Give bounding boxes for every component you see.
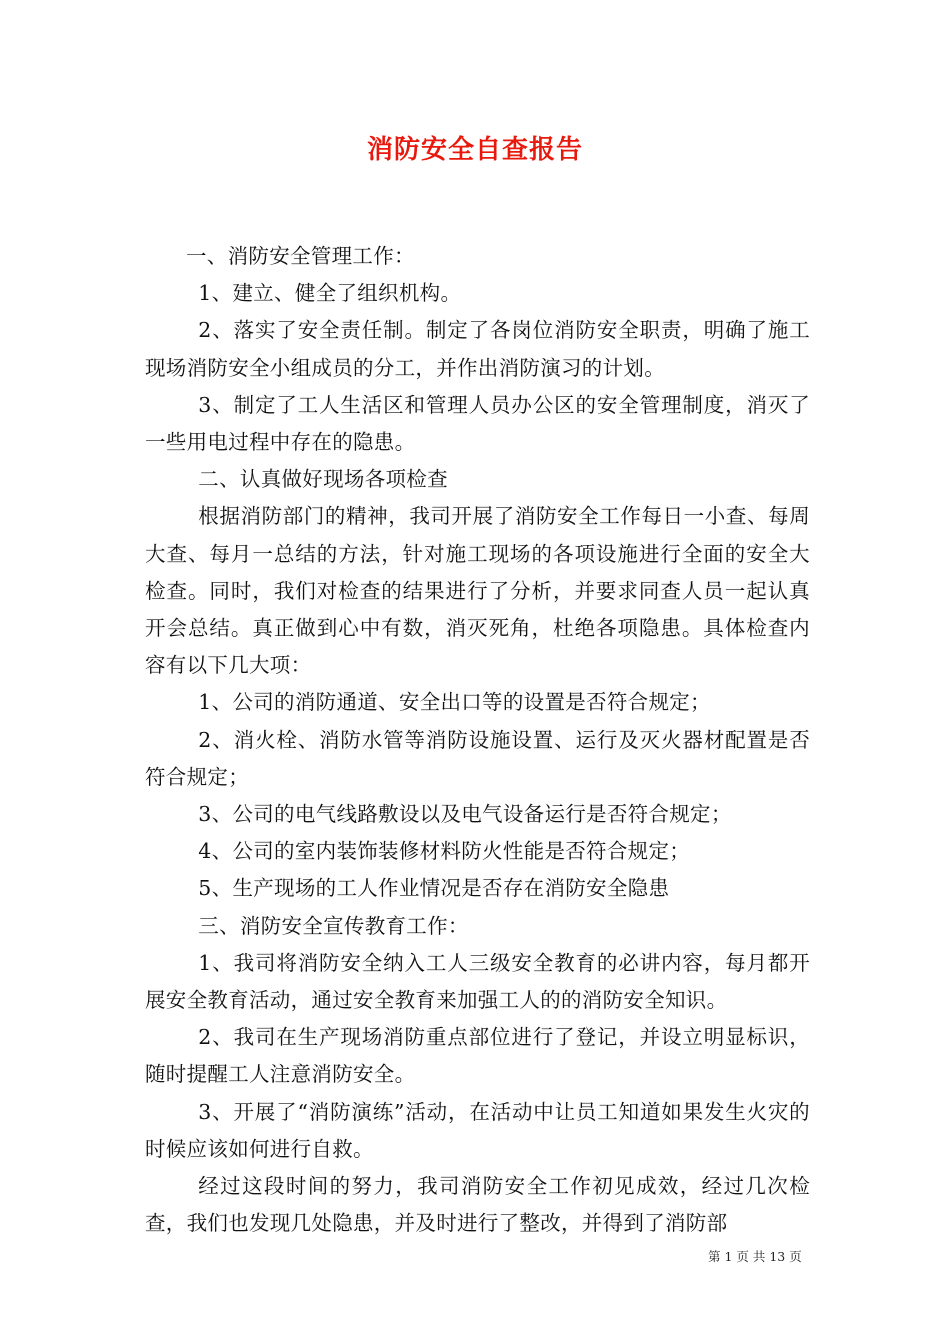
page-number-footer: 第 1 页 共 13 页 (708, 1249, 802, 1264)
document-body (145, 238, 810, 1242)
paragraph-item-1-2: 2、落实了安全责任制。制定了各岗位消防安全职责，明确了施工现场消防安全小组成员的分工，并作出消防演习的计划。 (145, 318, 810, 380)
paragraph-item-2-1: 1、公司的消防通道、安全出口等的设置是否符合规定； (198, 690, 711, 715)
paragraph-item-2-2: 2、消火栓、消防水管等消防设施设置、运行及灭火器材配置是否符合规定； (145, 727, 810, 789)
paragraph-section-2-body: 根据消防部门的精神，我司开展了消防安全工作每日一小查、每周大查、每月一总结的方法，针对施工现场的各项设施进行全面的安全大检查。同时，我们对检查的结果进行了分析，并要求同查人员一起认真开会总结。真正做到心中有数，消灭死角，杜绝各项隐患。具体检查内容有以下几大项： (145, 504, 810, 678)
paragraph-item-2-5: 5、生产现场的工人作业情况是否存在消防安全隐患 (198, 876, 670, 901)
paragraph-item-1-1: 1、建立、健全了组织机构。 (198, 281, 462, 306)
paragraph-section-2-heading: 二、认真做好现场各项检查 (198, 467, 448, 492)
paragraph-item-3-1: 1、我司将消防安全纳入工人三级安全教育的必讲内容，每月都开展安全教育活动，通过安全教育来加强工人的的消防安全知识。 (145, 950, 810, 1013)
paragraph-section-3-heading: 三、消防安全宣传教育工作： (198, 913, 469, 938)
paragraph-item-2-4: 4、公司的室内装饰装修材料防火性能是否符合规定； (198, 839, 691, 864)
paragraph-item-3-3: 3、开展了“消防演练”活动，在活动中让员工知道如果发生火灾的时候应该如何进行自救。 (145, 1099, 810, 1161)
document-title: 消防安全自查报告 (366, 135, 583, 165)
paragraph-item-3-2: 2、我司在生产现场消防重点部位进行了登记，并设立明显标识，随时提醒工人注意消防安全。 (145, 1025, 810, 1087)
paragraph-conclusion: 经过这段时间的努力，我司消防安全工作初见成效，经过几次检查，我们也发现几处隐患，并及时进行了整改，并得到了消防部 (145, 1174, 810, 1236)
paragraph-item-1-3: 3、制定了工人生活区和管理人员办公区的安全管理制度，消灭了一些用电过程中存在的隐患。 (145, 392, 810, 455)
paragraph-item-2-3: 3、公司的电气线路敷设以及电气设备运行是否符合规定； (198, 802, 732, 827)
paragraph-section-1-heading: 一、消防安全管理工作： (186, 244, 415, 268)
